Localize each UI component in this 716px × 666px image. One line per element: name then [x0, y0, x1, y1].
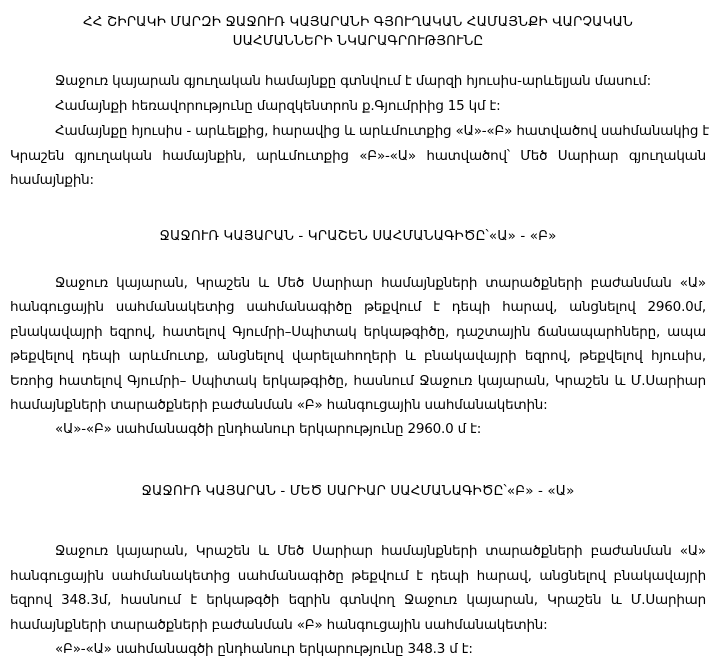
section2-para-line: եզրով 348.3մ, հասնում է երկաթգծի եզրին գտնվող Ջաջուռ կայարան, Կրաշեն և Մ.Սարիար	[10, 592, 706, 608]
document-title-line-2: ՍԱՀՄԱՆՆԵՐԻ ՆԿԱՐԱԳՐՈՒԹՅՈՒՆԸ	[232, 33, 484, 49]
section2-para-line: համայնքների տարածքների բաժանման «Բ» հանգուցային սահմանակետին:	[10, 617, 548, 633]
section1-para-line: թեքվելով դեպի արևմուտք, անցնելով վարելահողերի և բնակավայրի եզրով, թեքվելով հյուսիս,	[10, 348, 706, 364]
section1-length-text: «Ա»-«Բ» սահմանագծի ընդհանուր երկարությունը 2960.0 մ է:	[55, 421, 482, 437]
intro-para-line: Համայնքը հյուսիս - արևելքից, հարավից և արևմուտքից «Ա»-«Բ» հատվածով սահմանակից է	[55, 123, 710, 139]
intro-para-line: Կրաշեն գյուղական համայնքին, արևմուտքից «Բ»-«Ա» հատվածով՝ Մեծ Սարիար գյուղական	[10, 148, 706, 164]
intro-distance-text: Համայնքի հեռավորությունը մարզկենտրոն ք.Գյումրիից 15 կմ է:	[55, 98, 501, 114]
section1-para-line: Եռոից հատելով Գյումրի– Սպիտակ երկաթգիծը, հասնում Ջաջուռ կայարան, Կրաշեն և Մ.Սարիար	[10, 373, 706, 389]
section1-para-line: Ջաջուռ կայարան, Կրաշեն և Մեծ Սարիար համայնքների տարածքների բաժանման «Ա»	[55, 275, 706, 291]
section1-para-line: հանգուցային սահմանակետից սահմանագիծը թեքվում է դեպի հարավ, անցնելով 2960.0մ,	[10, 299, 706, 315]
intro-location-text: Ջաջուռ կայարան գյուղական համայնքը գտնվում է մարզի հյուսիս-արևելյան մասում:	[55, 73, 651, 89]
section1-heading: ՋԱՋՈՒՌ ԿԱՅԱՐԱՆ - ԿՐԱՇԵՆ ՍԱՀՄԱՆԱԳԻԾԸ՝«Ա» - «Բ»	[159, 228, 557, 244]
section2-heading: ՋԱՋՈՒՌ ԿԱՅԱՐԱՆ - ՄԵԾ ՍԱՐԻԱՐ ՍԱՀՄԱՆԱԳԻԾԸ՝«Բ» - «Ա»	[141, 483, 575, 499]
section2-length-text: «Բ»-«Ա» սահմանագծի ընդհանուր երկարությունը 348.3 մ է:	[55, 641, 473, 657]
section2-para-line: հանգուցային սահմանակետից սահմանագիծը թեքվում է դեպի հարավ, անցնելով բնակավայրի	[10, 568, 706, 584]
intro-para-line: համայնքին:	[10, 172, 94, 188]
section1-para-line: համայնքների տարածքների բաժանման «Բ» հանգուցային սահմանակետին:	[10, 397, 548, 413]
document-title-line-1: ՀՀ ՇԻՐԱԿԻ ՄԱՐԶԻ ՋԱՋՈՒՌ ԿԱՅԱՐԱՆԻ ԳՅՈՒՂԱԿԱՆ ՀԱՄԱՅՆՔԻ ՎԱՐՉԱԿԱՆ	[83, 14, 633, 30]
section1-para-line: բնակավայրի եզրով, հատելով Գյումրի–Սպիտակ երկաթգիծը, դաշտային ճանապարհները, ապա	[10, 324, 706, 340]
section2-para-line: Ջաջուռ կայարան, Կրաշեն և Մեծ Սարիար համայնքների տարածքների բաժանման «Ա»	[55, 543, 706, 559]
